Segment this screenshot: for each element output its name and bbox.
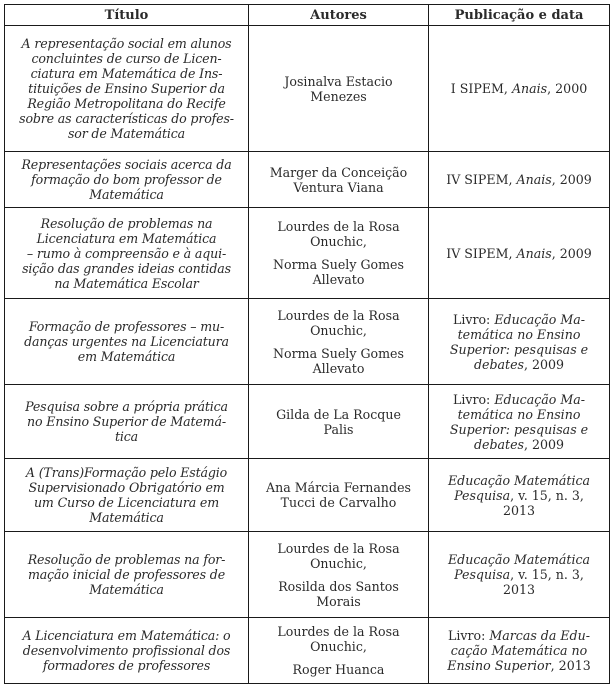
publication-line (432, 643, 606, 658)
title-line: Matemática (89, 187, 164, 202)
title-line: Matemática (89, 582, 164, 597)
table-row (5, 26, 610, 152)
table-row (5, 208, 610, 299)
title-line: Resolução de problemas na (40, 215, 213, 231)
authors-cell (249, 152, 429, 208)
publication-text: Livro: (452, 311, 495, 327)
title-line: em Matemática (77, 349, 176, 364)
author-line: Ana Márcia Fernandes (266, 480, 411, 495)
title-line: tica (114, 429, 139, 444)
title-line: Pesquisa sobre a própria prática (25, 399, 228, 414)
author-line: Lourdes de la Rosa (277, 624, 400, 639)
publication-text: I SIPEM, (450, 81, 512, 96)
publication-text: , 2013 (550, 658, 591, 673)
publication-text: , 2009 (524, 356, 565, 372)
publication-cell (429, 385, 610, 459)
publication-year: , 2009 (551, 172, 592, 187)
author-line: Onuchic, (310, 555, 367, 571)
title-line: danças urgentes na Licenciatura (24, 334, 229, 349)
publication-line (432, 582, 606, 597)
table-row (5, 532, 610, 618)
author-line: Norma Suely Gomes (273, 257, 404, 272)
publication-cell (429, 459, 610, 532)
publication-line (432, 357, 606, 372)
publication-venue: temática no Ensino (457, 326, 581, 342)
publication-line (432, 342, 606, 357)
title-line: sição das grandes ideias contidas (22, 260, 231, 276)
author-line: Allevato (312, 272, 365, 287)
author-line: Allevato (312, 360, 365, 376)
publication-text: Livro: (447, 628, 490, 643)
publication-venue: Educação Matemática (447, 552, 591, 567)
author-line: Tucci de Carvalho (280, 495, 397, 510)
header-publication: Publicação e data (429, 5, 610, 26)
publication-text: IV SIPEM, (446, 172, 517, 187)
publication-text: 2013 (502, 582, 536, 597)
author-line: Josinalva Estacio (284, 73, 393, 89)
publication-line (432, 81, 606, 96)
publication-line (432, 246, 606, 261)
publication-venue: Superior: pesquisas e (449, 341, 589, 357)
publication-venue: Marcas da Edu- (489, 628, 590, 643)
publication-line (432, 473, 606, 488)
author-line: Onuchic, (310, 639, 367, 654)
publication-line (432, 628, 606, 643)
author-line: Roger Huanca (292, 662, 385, 677)
publication-line (432, 567, 606, 582)
publication-cell (429, 152, 610, 208)
publication-line (432, 437, 606, 452)
authors-cell (249, 618, 429, 684)
author-line: Menezes (310, 88, 367, 104)
title-cell (5, 618, 249, 684)
publication-line (432, 422, 606, 437)
title-cell (5, 385, 249, 459)
publication-line (432, 312, 606, 327)
publication-cell (429, 532, 610, 618)
table-row (5, 152, 610, 208)
publication-venue: debates (473, 356, 524, 372)
header-authors: Autores (249, 5, 429, 26)
author-line: Morais (316, 593, 361, 609)
table-row (5, 459, 610, 532)
publication-line (432, 488, 606, 503)
publication-line (432, 407, 606, 422)
publication-venue: Anais (511, 81, 548, 96)
author-gap (252, 338, 425, 346)
title-line: formação do bom professor de (31, 172, 222, 187)
publication-venue: Educação Ma- (494, 391, 586, 407)
publication-text: , v. 15, n. 3, (510, 487, 584, 503)
author-gap (252, 571, 425, 579)
publication-year: , 2000 (547, 81, 588, 96)
authors-cell (249, 459, 429, 532)
title-line: Matemática (89, 510, 164, 525)
publication-cell (429, 618, 610, 684)
publication-venue: Educação Matemática (447, 472, 591, 488)
publication-text: , v. 15, n. 3, (510, 567, 584, 582)
title-cell (5, 152, 249, 208)
title-cell (5, 299, 249, 385)
publication-text: 2013 (502, 502, 536, 518)
publication-venue: Ensino Superior (447, 658, 551, 673)
title-line: no Ensino Superior de Matemá- (27, 414, 226, 429)
author-line: Palis (323, 421, 354, 437)
title-line: tituições de Ensino Superior da (28, 81, 225, 96)
header-title: Título (5, 5, 249, 26)
title-cell (5, 532, 249, 618)
literature-table (4, 4, 610, 684)
publication-line (432, 503, 606, 518)
publication-cell (429, 299, 610, 385)
author-line: Onuchic, (310, 322, 367, 338)
authors-cell (249, 208, 429, 299)
publication-text: , 2009 (524, 436, 565, 452)
title-line: formadores de professores (42, 658, 211, 673)
title-line: Região Metropolitana do Recife (27, 96, 226, 111)
publication-venue: Anais (516, 245, 552, 261)
author-line: Marger da Conceição (269, 164, 408, 180)
publication-venue: Pesquisa (454, 567, 511, 582)
title-cell (5, 26, 249, 152)
author-gap (252, 249, 425, 257)
author-gap (252, 654, 425, 662)
table-row (5, 299, 610, 385)
publication-text: IV SIPEM, (446, 245, 517, 261)
publication-venue: Superior: pesquisas e (449, 421, 589, 437)
publication-venue: Anais (516, 172, 552, 187)
title-line: A Licenciatura em Matemática: o (22, 628, 231, 643)
publication-line (432, 552, 606, 567)
title-cell (5, 208, 249, 299)
publication-venue: temática no Ensino (457, 406, 581, 422)
publication-line (432, 392, 606, 407)
title-line: sor de Matemática (67, 126, 186, 141)
author-line: Lourdes de la Rosa (277, 540, 400, 556)
title-line: ciatura em Matemática de Ins- (30, 66, 223, 81)
authors-cell (249, 299, 429, 385)
title-line: Licenciatura em Matemática (36, 230, 217, 246)
title-line: mação inicial de professores de (28, 567, 225, 582)
title-line: – rumo à compreensão e à aqui- (26, 245, 227, 261)
author-line: Ventura Viana (293, 179, 384, 195)
author-line: Onuchic, (310, 234, 367, 249)
header-row (5, 5, 610, 26)
title-line: sobre as características do profes- (19, 111, 234, 126)
authors-cell (249, 26, 429, 152)
publication-text: Livro: (452, 391, 495, 407)
title-line: Supervisionado Obrigatório em (28, 480, 225, 495)
author-line: Lourdes de la Rosa (277, 219, 400, 234)
title-line: desenvolvimento profissional dos (22, 643, 231, 658)
publication-cell (429, 208, 610, 299)
title-line: A representação social em alunos (21, 36, 232, 51)
authors-cell (249, 385, 429, 459)
authors-cell (249, 532, 429, 618)
publication-venue: cação Matemática no (450, 643, 588, 658)
table-row (5, 618, 610, 684)
table-row (5, 385, 610, 459)
author-line: Norma Suely Gomes (273, 345, 404, 361)
publication-line (432, 327, 606, 342)
publication-line (432, 658, 606, 673)
publication-venue: debates (473, 436, 524, 452)
title-line: Formação de professores – mu- (28, 319, 225, 334)
publication-line (432, 172, 606, 187)
title-line: na Matemática Escolar (54, 275, 199, 291)
author-line: Lourdes de la Rosa (277, 307, 400, 323)
author-line: Gilda de La Rocque (276, 406, 401, 422)
title-cell (5, 459, 249, 532)
author-line: Rosilda dos Santos (278, 578, 399, 594)
publication-venue: Educação Ma- (494, 311, 586, 327)
publication-venue: Pesquisa (454, 487, 511, 503)
title-line: A (Trans)Formação pelo Estágio (25, 465, 228, 480)
title-line: concluintes de curso de Licen- (31, 51, 222, 66)
title-line: um Curso de Licenciatura em (33, 495, 220, 510)
publication-cell (429, 26, 610, 152)
title-line: Resolução de problemas na for- (27, 552, 226, 567)
publication-year: , 2009 (551, 245, 592, 261)
title-line: Representações sociais acerca da (21, 157, 232, 172)
